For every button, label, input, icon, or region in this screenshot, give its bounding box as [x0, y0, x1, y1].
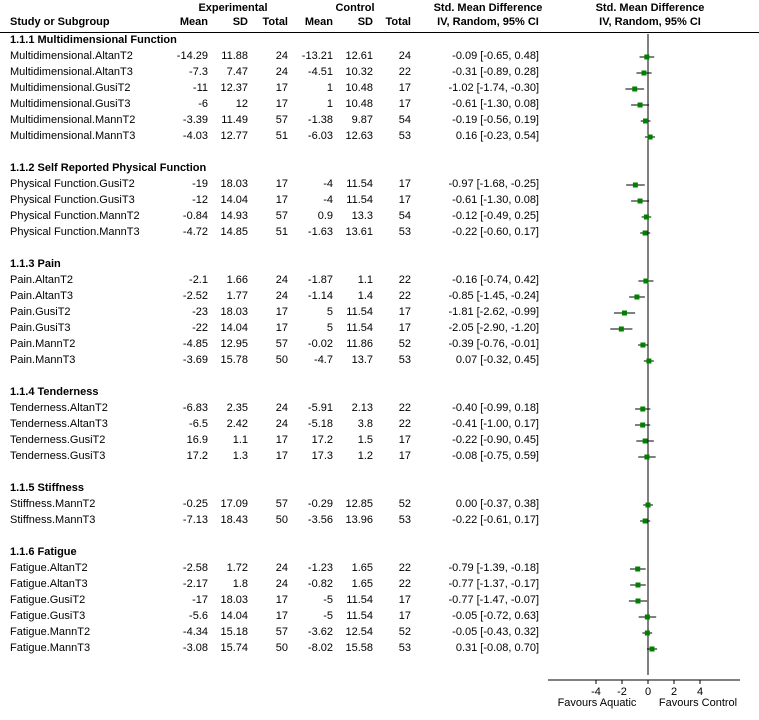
x-tick-label: 4: [696, 686, 704, 698]
plot-header-subtitle: IV, Random, 95% CI: [599, 16, 701, 28]
cell-c-total: 53: [398, 354, 411, 366]
study-name: Pain.MannT2: [10, 338, 76, 350]
cell-c-mean: -13.21: [301, 50, 333, 62]
point-estimate: [640, 423, 645, 428]
cell-e-sd: 18.03: [220, 594, 248, 606]
cell-c-mean: -0.82: [307, 578, 333, 590]
cell-e-total: 24: [275, 66, 288, 78]
cell-c-mean: 5: [326, 322, 333, 334]
cell-c-total: 52: [398, 338, 411, 350]
cell-c-mean: 5: [326, 306, 333, 318]
cell-e-total: 57: [275, 210, 288, 222]
cell-e-mean: -2.58: [182, 562, 208, 574]
point-estimate: [635, 583, 640, 588]
cell-ci: -0.22 [-0.60, 0.17]: [452, 226, 539, 238]
cell-e-mean: -2.52: [182, 290, 208, 302]
x-tick-label: -4: [591, 686, 601, 698]
cell-e-total: 57: [275, 338, 288, 350]
cell-c-total: 54: [398, 114, 411, 126]
study-name: Tenderness.GusiT3: [10, 450, 106, 462]
cell-ci: -0.16 [-0.74, 0.42]: [452, 274, 539, 286]
cell-c-total: 17: [398, 594, 411, 606]
point-estimate: [645, 631, 650, 636]
cell-e-total: 57: [275, 626, 288, 638]
point-estimate: [643, 439, 648, 444]
cell-c-total: 22: [398, 274, 411, 286]
cell-e-total: 17: [275, 322, 288, 334]
cell-ci: -0.19 [-0.56, 0.19]: [452, 114, 539, 126]
subgroup-title: 1.1.6 Fatigue: [10, 546, 77, 558]
cell-c-mean: -8.02: [307, 642, 333, 654]
point-estimate: [641, 71, 646, 76]
cell-c-total: 52: [398, 498, 411, 510]
cell-c-total: 54: [398, 210, 411, 222]
cell-c-sd: 11.54: [346, 178, 373, 190]
col-e-mean: Mean: [179, 16, 208, 28]
cell-e-total: 17: [275, 194, 288, 206]
study-name: Multidimensional.GusiT3: [10, 98, 131, 110]
cell-ci: -0.39 [-0.76, -0.01]: [448, 338, 539, 350]
cell-e-total: 24: [275, 418, 288, 430]
col-study: Study or Subgroup: [10, 16, 110, 28]
cell-e-mean: -4.72: [182, 226, 208, 238]
col-c-sd: SD: [357, 16, 373, 28]
cell-c-sd: 12.61: [345, 50, 373, 62]
plot-header-title: Std. Mean Difference: [595, 2, 705, 14]
cell-c-mean: -6.03: [307, 130, 333, 142]
favours-right-label: Favours Control: [658, 697, 738, 709]
cell-c-total: 22: [398, 290, 411, 302]
cell-c-mean: -1.14: [307, 290, 333, 302]
cell-e-total: 17: [275, 610, 288, 622]
point-estimate: [646, 503, 651, 508]
col-c-total: Total: [385, 16, 411, 28]
cell-c-mean: -4.7: [314, 354, 333, 366]
point-estimate: [640, 407, 645, 412]
cell-c-total: 17: [398, 98, 411, 110]
cell-c-sd: 1.1: [357, 274, 373, 286]
cell-e-total: 50: [275, 514, 288, 526]
cell-c-total: 17: [398, 434, 411, 446]
cell-e-mean: -23: [192, 306, 208, 318]
cell-e-sd: 14.04: [220, 322, 248, 334]
cell-e-mean: 16.9: [186, 434, 208, 446]
x-tick-label: 2: [670, 686, 678, 698]
cell-c-sd: 3.8: [357, 418, 373, 430]
cell-c-sd: 12.63: [345, 130, 373, 142]
point-estimate: [644, 455, 649, 460]
cell-c-mean: -4: [323, 178, 333, 190]
cell-e-mean: -2.1: [189, 274, 208, 286]
subgroup-title: 1.1.2 Self Reported Physical Function: [10, 162, 207, 174]
cell-c-total: 22: [398, 578, 411, 590]
study-name: Stiffness.MannT3: [10, 514, 96, 526]
point-estimate: [632, 87, 637, 92]
cell-ci: -0.41 [-1.00, 0.17]: [452, 418, 539, 430]
cell-c-mean: 17.2: [311, 434, 333, 446]
point-estimate: [622, 311, 627, 316]
cell-e-sd: 1.77: [226, 290, 248, 302]
study-name: Multidimensional.GusiT2: [10, 82, 131, 94]
cell-ci: -0.09 [-0.65, 0.48]: [452, 50, 539, 62]
cell-e-mean: -2.17: [182, 578, 208, 590]
cell-c-sd: 11.54: [346, 594, 373, 606]
cell-e-sd: 7.47: [226, 66, 248, 78]
cell-c-sd: 1.65: [351, 562, 373, 574]
point-estimate: [650, 647, 655, 652]
cell-e-total: 50: [275, 354, 288, 366]
cell-ci: -0.79 [-1.39, -0.18]: [448, 562, 539, 574]
cell-e-sd: 15.74: [220, 642, 248, 654]
cell-e-mean: -14.29: [176, 50, 208, 62]
cell-e-mean: -6.83: [182, 402, 208, 414]
cell-c-total: 17: [398, 194, 411, 206]
cell-e-mean: 17.2: [186, 450, 208, 462]
cell-e-total: 17: [275, 594, 288, 606]
cell-c-sd: 10.48: [345, 98, 373, 110]
cell-ci: -0.85 [-1.45, -0.24]: [448, 290, 539, 302]
col-e-total: Total: [262, 16, 288, 28]
cell-ci: -0.77 [-1.47, -0.07]: [448, 594, 539, 606]
cell-ci: -0.97 [-1.68, -0.25]: [448, 178, 539, 190]
study-name: Pain.GusiT2: [10, 306, 71, 318]
cell-e-total: 17: [275, 306, 288, 318]
x-tick-label: 0: [644, 686, 652, 698]
cell-c-sd: 13.61: [345, 226, 373, 238]
cell-e-sd: 14.04: [220, 194, 248, 206]
cell-e-mean: -17: [192, 594, 208, 606]
cell-c-sd: 15.58: [345, 642, 373, 654]
control-header: Control: [335, 2, 375, 14]
cell-c-total: 52: [398, 626, 411, 638]
cell-c-sd: 13.3: [351, 210, 373, 222]
study-name: Fatigue.AltanT2: [10, 562, 88, 574]
subgroup-title: 1.1.4 Tenderness: [10, 386, 99, 398]
study-name: Physical Function.MannT2: [10, 210, 140, 222]
point-estimate: [646, 359, 651, 364]
cell-e-sd: 12.77: [220, 130, 248, 142]
study-name: Fatigue.GusiT2: [10, 594, 86, 606]
cell-c-total: 22: [398, 402, 411, 414]
cell-ci: -0.61 [-1.30, 0.08]: [452, 194, 539, 206]
cell-e-mean: -0.84: [182, 210, 208, 222]
cell-c-total: 22: [398, 418, 411, 430]
cell-c-total: 24: [398, 50, 411, 62]
cell-c-mean: 1: [326, 82, 333, 94]
smd-header-subtitle: IV, Random, 95% CI: [437, 16, 539, 28]
cell-c-total: 17: [398, 306, 411, 318]
cell-c-total: 53: [398, 130, 411, 142]
cell-e-sd: 1.1: [232, 434, 248, 446]
study-name: Pain.MannT3: [10, 354, 76, 366]
cell-ci: 0.31 [-0.08, 0.70]: [455, 642, 539, 654]
cell-c-mean: -1.38: [307, 114, 333, 126]
cell-e-mean: -22: [192, 322, 208, 334]
study-name: Physical Function.MannT3: [10, 226, 140, 238]
cell-c-total: 17: [398, 178, 411, 190]
cell-e-sd: 2.35: [226, 402, 248, 414]
experimental-header: Experimental: [198, 2, 268, 14]
cell-e-mean: -6.5: [189, 418, 208, 430]
study-name: Stiffness.MannT2: [10, 498, 96, 510]
point-estimate: [638, 103, 643, 108]
cell-c-total: 22: [398, 66, 411, 78]
cell-c-mean: -1.63: [307, 226, 333, 238]
cell-e-sd: 1.8: [232, 578, 248, 590]
cell-e-mean: -3.39: [182, 114, 208, 126]
study-name: Tenderness.GusiT2: [10, 434, 106, 446]
cell-ci: -0.08 [-0.75, 0.59]: [452, 450, 539, 462]
point-estimate: [648, 135, 653, 140]
cell-e-mean: -11: [192, 82, 208, 94]
cell-e-total: 24: [275, 402, 288, 414]
cell-c-total: 53: [398, 226, 411, 238]
point-estimate: [644, 55, 649, 60]
cell-c-sd: 2.13: [351, 402, 373, 414]
cell-e-sd: 12.37: [220, 82, 248, 94]
cell-c-mean: 0.9: [317, 210, 333, 222]
cell-c-sd: 10.48: [345, 82, 373, 94]
cell-c-mean: -5.18: [307, 418, 333, 430]
cell-e-mean: -0.25: [182, 498, 208, 510]
study-name: Tenderness.AltanT2: [10, 402, 108, 414]
cell-c-mean: -5: [323, 610, 333, 622]
smd-header-title: Std. Mean Difference: [433, 2, 543, 14]
cell-c-sd: 1.5: [357, 434, 373, 446]
cell-ci: -0.05 [-0.43, 0.32]: [452, 626, 539, 638]
point-estimate: [619, 327, 624, 332]
cell-e-total: 24: [275, 50, 288, 62]
cell-e-sd: 17.09: [220, 498, 248, 510]
cell-e-sd: 1.3: [232, 450, 248, 462]
point-estimate: [644, 215, 649, 220]
cell-c-total: 17: [398, 450, 411, 462]
cell-c-mean: -3.56: [307, 514, 333, 526]
cell-e-mean: -3.08: [182, 642, 208, 654]
cell-e-sd: 14.93: [220, 210, 248, 222]
cell-e-sd: 15.18: [220, 626, 248, 638]
cell-e-sd: 14.85: [220, 226, 248, 238]
col-c-mean: Mean: [304, 16, 333, 28]
cell-ci: -0.77 [-1.37, -0.17]: [448, 578, 539, 590]
study-name: Pain.AltanT3: [10, 290, 73, 302]
cell-ci: -2.05 [-2.90, -1.20]: [448, 322, 539, 334]
cell-c-sd: 11.54: [346, 306, 373, 318]
x-tick-label: -2: [617, 686, 627, 698]
point-estimate: [643, 279, 648, 284]
cell-e-sd: 18.03: [220, 178, 248, 190]
point-estimate: [643, 231, 648, 236]
cell-e-sd: 1.66: [226, 274, 248, 286]
cell-e-total: 50: [275, 642, 288, 654]
cell-c-mean: -4: [323, 194, 333, 206]
cell-c-sd: 10.32: [345, 66, 373, 78]
cell-ci: -0.22 [-0.90, 0.45]: [452, 434, 539, 446]
study-name: Multidimensional.AltanT2: [10, 50, 133, 62]
study-name: Multidimensional.AltanT3: [10, 66, 133, 78]
cell-c-sd: 11.54: [346, 322, 373, 334]
point-estimate: [635, 567, 640, 572]
cell-e-mean: -6: [198, 98, 208, 110]
cell-e-total: 17: [275, 450, 288, 462]
subgroup-title: 1.1.1 Multidimensional Function: [10, 34, 177, 46]
cell-ci: 0.16 [-0.23, 0.54]: [455, 130, 539, 142]
cell-e-sd: 2.42: [226, 418, 248, 430]
cell-e-mean: -19: [192, 178, 208, 190]
cell-ci: 0.00 [-0.37, 0.38]: [455, 498, 539, 510]
cell-e-mean: -12: [192, 194, 208, 206]
cell-c-mean: -5.91: [307, 402, 333, 414]
point-estimate: [634, 295, 639, 300]
cell-e-total: 57: [275, 498, 288, 510]
study-name: Pain.GusiT3: [10, 322, 71, 334]
cell-c-mean: -3.62: [307, 626, 333, 638]
cell-c-mean: 17.3: [311, 450, 333, 462]
cell-c-total: 22: [398, 562, 411, 574]
cell-ci: -0.05 [-0.72, 0.63]: [452, 610, 539, 622]
cell-c-mean: 1: [326, 98, 333, 110]
cell-e-total: 51: [275, 226, 288, 238]
point-estimate: [638, 199, 643, 204]
cell-c-mean: -1.23: [307, 562, 333, 574]
cell-ci: -0.22 [-0.61, 0.17]: [452, 514, 539, 526]
study-name: Multidimensional.MannT3: [10, 130, 136, 142]
cell-c-sd: 12.54: [345, 626, 373, 638]
cell-c-total: 53: [398, 642, 411, 654]
cell-c-mean: -4.51: [307, 66, 333, 78]
cell-e-mean: -3.69: [182, 354, 208, 366]
favours-left-label: Favours Aquatic: [557, 697, 637, 709]
cell-c-sd: 9.87: [351, 114, 373, 126]
cell-ci: 0.07 [-0.32, 0.45]: [455, 354, 539, 366]
cell-ci: -1.81 [-2.62, -0.99]: [448, 306, 539, 318]
cell-e-mean: -5.6: [189, 610, 208, 622]
cell-ci: -0.12 [-0.49, 0.25]: [452, 210, 539, 222]
cell-e-sd: 18.03: [220, 306, 248, 318]
cell-e-sd: 18.43: [220, 514, 248, 526]
cell-c-mean: -0.29: [307, 498, 333, 510]
cell-e-sd: 1.72: [226, 562, 248, 574]
cell-c-sd: 13.96: [345, 514, 373, 526]
cell-e-mean: -4.85: [182, 338, 208, 350]
point-estimate: [633, 183, 638, 188]
cell-e-sd: 11.49: [221, 114, 248, 126]
cell-e-total: 24: [275, 578, 288, 590]
cell-c-sd: 1.4: [357, 290, 373, 302]
cell-e-mean: -4.03: [182, 130, 208, 142]
cell-e-sd: 14.04: [220, 610, 248, 622]
point-estimate: [645, 615, 650, 620]
cell-e-total: 24: [275, 290, 288, 302]
cell-c-mean: -1.87: [307, 274, 333, 286]
cell-ci: -0.61 [-1.30, 0.08]: [452, 98, 539, 110]
cell-c-total: 17: [398, 322, 411, 334]
study-name: Fatigue.MannT2: [10, 626, 91, 638]
cell-c-total: 53: [398, 514, 411, 526]
study-name: Fatigue.AltanT3: [10, 578, 88, 590]
cell-ci: -0.31 [-0.89, 0.28]: [452, 66, 539, 78]
study-name: Physical Function.GusiT3: [10, 194, 135, 206]
study-name: Physical Function.GusiT2: [10, 178, 135, 190]
cell-e-mean: -4.34: [182, 626, 208, 638]
cell-e-total: 17: [275, 178, 288, 190]
cell-e-sd: 15.78: [220, 354, 248, 366]
cell-e-total: 51: [275, 130, 288, 142]
cell-e-total: 24: [275, 562, 288, 574]
cell-c-total: 17: [398, 610, 411, 622]
cell-c-sd: 1.2: [357, 450, 373, 462]
cell-ci: -1.02 [-1.74, -0.30]: [448, 82, 539, 94]
cell-c-sd: 11.54: [346, 194, 373, 206]
cell-c-sd: 13.7: [351, 354, 373, 366]
subgroup-title: 1.1.5 Stiffness: [10, 482, 84, 494]
study-name: Fatigue.GusiT3: [10, 610, 86, 622]
cell-c-sd: 12.85: [345, 498, 373, 510]
point-estimate: [643, 519, 648, 524]
point-estimate: [643, 119, 648, 124]
subgroup-title: 1.1.3 Pain: [10, 258, 61, 270]
cell-e-total: 24: [275, 274, 288, 286]
cell-c-sd: 11.54: [346, 610, 373, 622]
cell-c-sd: 11.86: [346, 338, 373, 350]
cell-c-total: 17: [398, 82, 411, 94]
cell-e-total: 17: [275, 98, 288, 110]
cell-e-sd: 12.95: [220, 338, 248, 350]
study-name: Multidimensional.MannT2: [10, 114, 136, 126]
point-estimate: [635, 599, 640, 604]
cell-e-total: 17: [275, 82, 288, 94]
study-name: Tenderness.AltanT3: [10, 418, 108, 430]
cell-e-sd: 12: [235, 98, 248, 110]
point-estimate: [640, 343, 645, 348]
cell-e-mean: -7.3: [189, 66, 208, 78]
cell-e-sd: 11.88: [221, 50, 248, 62]
col-e-sd: SD: [232, 16, 248, 28]
cell-e-total: 57: [275, 114, 288, 126]
cell-ci: -0.40 [-0.99, 0.18]: [452, 402, 539, 414]
cell-c-mean: -0.02: [307, 338, 333, 350]
cell-e-total: 17: [275, 434, 288, 446]
study-name: Pain.AltanT2: [10, 274, 73, 286]
cell-c-sd: 1.65: [351, 578, 373, 590]
cell-e-mean: -7.13: [182, 514, 208, 526]
study-name: Fatigue.MannT3: [10, 642, 91, 654]
cell-c-mean: -5: [323, 594, 333, 606]
